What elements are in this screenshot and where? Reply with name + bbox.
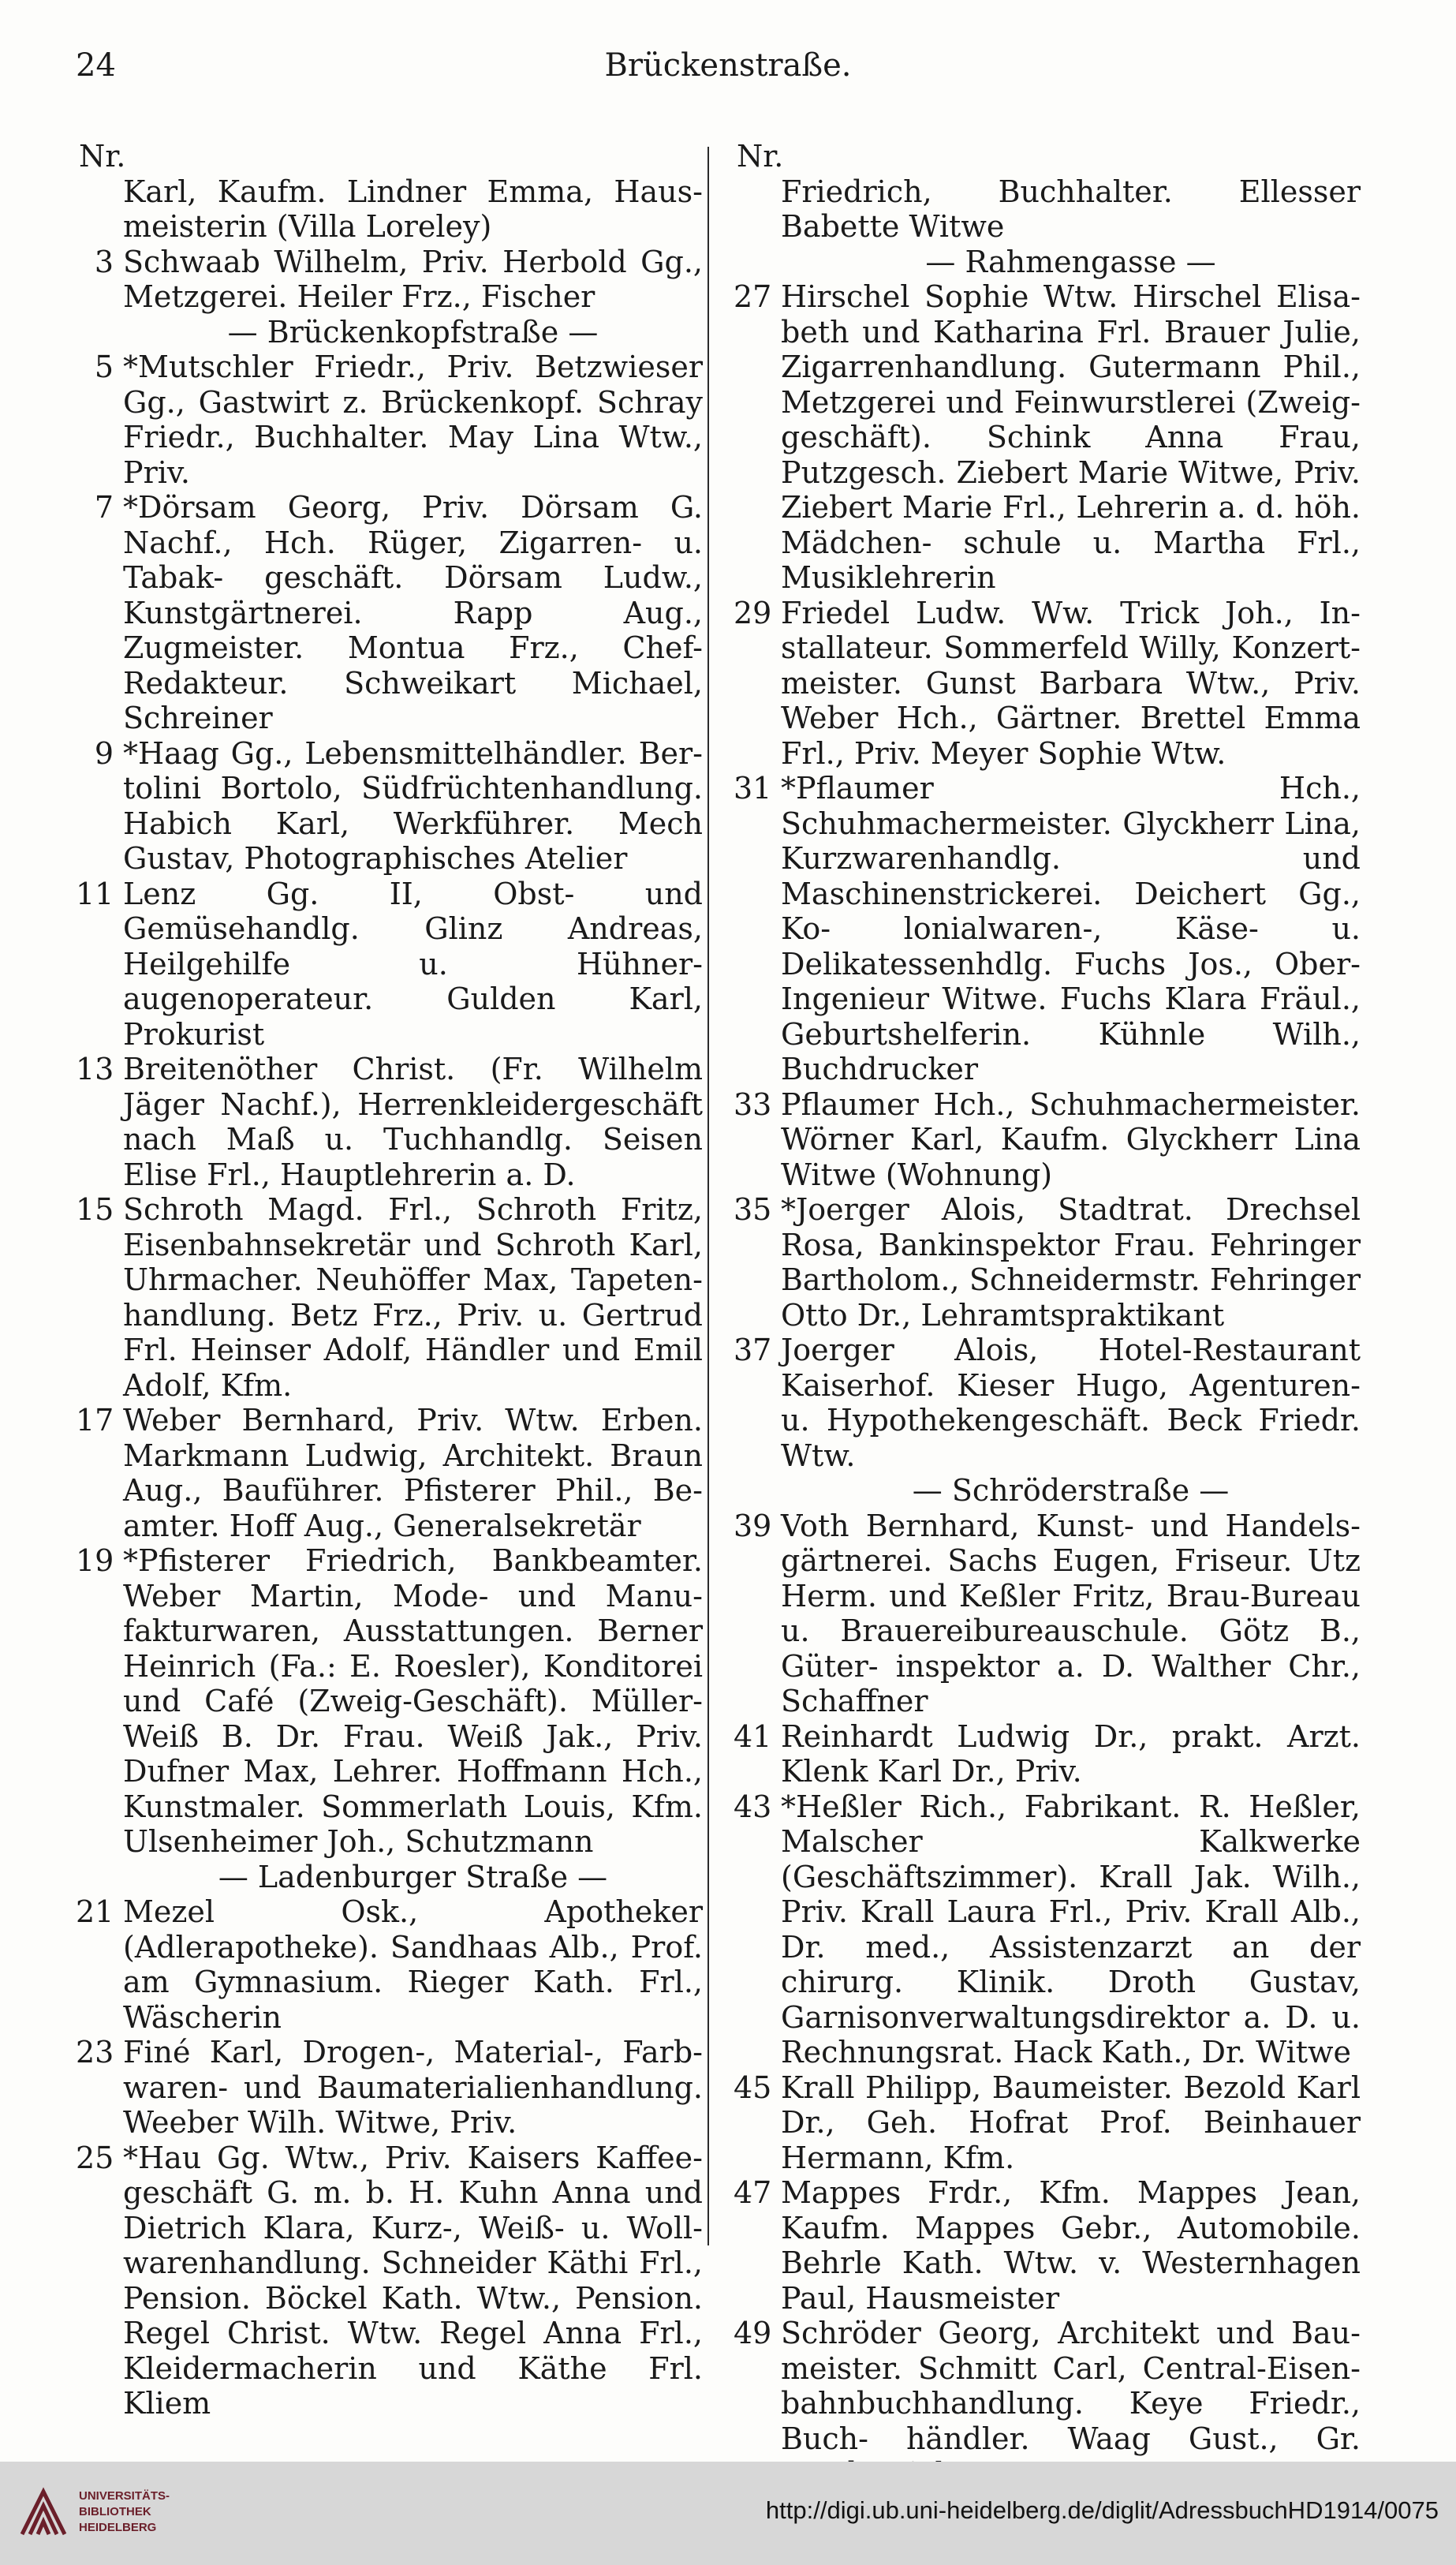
house-number: 25 [76, 2140, 114, 2175]
entry-text: *Heßler Rich., Fabrikant. R. Heßler, Malscher Kalkwerke (Geschäftszimmer). Krall Jak. Wilh., Priv. Krall Laura Frl., Priv. Krall Alb., Dr. med., Assistenzarzt an der chirurg. Klinik. Droth Gustav, Garnisonverwaltungsdirektor a. D. u. Rechnungsrat. Hack Kath., Dr. Witwe [781, 1789, 1361, 2070]
address-entry [734, 596, 1361, 772]
house-number: 19 [76, 1543, 114, 1578]
entry-text: Lenz Gg. II, Obst- und Gemüsehandlg. Glinz Andreas, Heilgehilfe u. Hühner- augenoperateur. Gulden Karl, Prokurist [123, 876, 703, 1052]
house-number: 9 [94, 735, 114, 771]
entry-text: Friedel Ludw. Ww. Trick Joh., In- stallateur. Sommerfeld Willy, Konzert- meister. Gunst Barbara Wtw., Priv. Weber Hch., Gärtner. Brettel Emma Frl., Priv. Meyer Sophie Wtw. [781, 595, 1361, 771]
page-title: Brückenstraße. [604, 47, 852, 84]
street-heading: — Rahmengasse — [925, 244, 1216, 279]
house-number: 47 [734, 2175, 772, 2210]
entry-text: Schwaab Wilhelm, Priv. Herbold Gg., Metzgerei. Heiler Frz., Fischer [123, 244, 703, 314]
house-number: 5 [94, 350, 114, 384]
entry-text: Breitenöther Christ. (Fr. Wilhelm Jäger Nachf.), Herrenkleidergeschäft nach Maß u. Tuchhandlg. Seisen Elise Frl., Hauptlehrerin a. D. [123, 1052, 703, 1192]
entry-text: Reinhardt Ludwig Dr., prakt. Arzt. Klenk Karl Dr., Priv. [781, 1718, 1361, 1789]
column-nr-label: Nr. [737, 139, 784, 174]
house-number: 37 [734, 1333, 772, 1367]
address-entry [76, 877, 703, 1053]
house-number: 33 [734, 1086, 772, 1122]
address-entry [734, 279, 1361, 596]
address-entry [734, 1789, 1361, 2070]
address-entry [76, 2035, 703, 2141]
street-heading: — Schröderstraße — [912, 1473, 1230, 1508]
address-entry [734, 1509, 1361, 1719]
house-number: 27 [734, 279, 772, 314]
address-entry [734, 2175, 1361, 2316]
page-header [76, 47, 1380, 95]
entry-text: Pflaumer Hch., Schuhmachermeister. Wörner Karl, Kaufm. Glyckherr Lina Witwe (Wohnung) [781, 1086, 1361, 1192]
house-number: 7 [94, 490, 114, 525]
address-entry [76, 736, 703, 877]
house-number: 31 [734, 771, 772, 806]
entry-text: *Pflaumer Hch., Schuhmachermeister. Glyckherr Lina, Kurzwarenhandlg. und Maschinenstrickerei. Deichert Gg., Ko- lonialwaren-, Käse- u. Delikatessenhdlg. Fuchs Jos., Ober-Ingenieur Witwe. Fuchs Klara Fräul., Geburtshelferin. Kühnle Wilh., Buchdrucker [781, 771, 1361, 1086]
address-entry [76, 174, 703, 245]
address-entry [734, 1333, 1361, 1473]
entry-text: *Joerger Alois, Stadtrat. Drechsel Rosa, Bankinspektor Frau. Fehringer Bartholom., Schneidermstr. Fehringer Otto Dr., Lehramtspraktikant [781, 1192, 1361, 1333]
entry-text: Hirschel Sophie Wtw. Hirschel Elisa- beth und Katharina Frl. Brauer Julie, Zigarrenhandlung. Gutermann Phil., Metzgerei und Feinwurstlerei (Zweig- geschäft). Schink Anna Frau, Putzgesch. Ziebert Marie Witwe, Priv. Ziebert Marie Frl., Lehrerin a. d. höh. Mädchen- schule u. Martha Frl., Musiklehrerin [781, 279, 1361, 595]
entry-text: *Haag Gg., Lebensmittelhändler. Ber- tolini Bortolo, Südfrüchtenhandlung. Habich Karl, Werkführer. Mech Gustav, Photographisches Atelier [123, 735, 703, 876]
address-entry [734, 2070, 1361, 2176]
entry-text: Mezel Osk., Apotheker (Adlerapotheke). Sandhaas Alb., Prof. am Gymnasium. Rieger Kath. Frl., Wäscherin [123, 1894, 703, 2035]
left-column [76, 139, 703, 2421]
house-number: 35 [734, 1192, 772, 1227]
address-entry [76, 1052, 703, 1192]
address-entry [734, 1192, 1361, 1333]
entry-text: Finé Karl, Drogen-, Material-, Farb- waren- und Baumaterialienhandlung. Weeber Wilh. Witwe, Priv. [123, 2035, 703, 2140]
address-entry [76, 490, 703, 736]
entry-text: *Mutschler Friedr., Priv. Betzwieser Gg., Gastwirt z. Brückenkopf. Schray Friedr., Buchhalter. May Lina Wtw., Priv. [123, 350, 703, 490]
house-number: 49 [734, 2316, 772, 2350]
house-number: 39 [734, 1508, 772, 1543]
entry-text: Joerger Alois, Hotel-Restaurant Kaiserhof. Kieser Hugo, Agenturen- u. Hypothekengeschäft. Beck Friedr. Wtw. [781, 1333, 1361, 1473]
entry-text: *Dörsam Georg, Priv. Dörsam G. Nachf., Hch. Rüger, Zigarren- u. Tabak- geschäft. Dörsam Ludw., Kunstgärtnerei. Rapp Aug., Zugmeister. Montua Frz., Chef-Redakteur. Schweikart Michael, Schreiner [123, 490, 703, 735]
address-entry [76, 1403, 703, 1543]
entry-text: Mappes Frdr., Kfm. Mappes Jean, Kaufm. Mappes Gebr., Automobile. Behrle Kath. Wtw. v. Westernhagen Paul, Hausmeister [781, 2175, 1361, 2316]
address-entry [734, 1719, 1361, 1789]
right-column [734, 139, 1361, 2492]
street-heading: — Ladenburger Straße — [218, 1859, 608, 1894]
address-entry [76, 2141, 703, 2421]
house-number: 43 [734, 1789, 772, 1824]
entry-text: Voth Bernhard, Kunst- und Handels- gärtnerei. Sachs Eugen, Friseur. Utz Herm. und Keßler Fritz, Brau-Bureau u. Brauereibureauschule. Götz B., Güter- inspektor a. D. Walther Chr., Schaffner [781, 1508, 1361, 1718]
entry-text: Schröder Georg, Architekt und Bau- meister. Schmitt Carl, Central-Eisen- bahnbuchhandlung. Keye Friedr., Buch- händler. Waag Gust., Gr. [781, 2316, 1361, 2456]
address-entry [734, 1087, 1361, 1193]
address-entry [76, 245, 703, 315]
house-number: 11 [76, 876, 114, 911]
entry-text: Friedrich, Buchhalter. Ellesser Babette Witwe [781, 174, 1361, 244]
entry-text: *Pfisterer Friedrich, Bankbeamter. Weber Martin, Mode- und Manu- fakturwaren, Ausstattungen. Berner Heinrich (Fa.: E. Roesler), Konditorei und Café (Zweig-Geschäft). Müller- Weiß B. Dr. Frau. Weiß Jak., Priv. Dufner Max, Lehrer. Hoffmann Hch., Kunstmaler. Sommerlath Louis, Kfm. Ulsenheimer Joh., Schutzmann [123, 1543, 703, 1859]
house-number: 45 [734, 2070, 772, 2105]
entry-text: Schroth Magd. Frl., Schroth Fritz, Eisenbahnsekretär und Schroth Karl, Uhrmacher. Neuhöffer Max, Tapeten- handlung. Betz Frz., Priv. u. Gertrud Frl. Heinser Adolf, Händler und Emil Adolf, Kfm. [123, 1192, 703, 1403]
entry-text: Karl, Kaufm. Lindner Emma, Haus- meisterin (Villa Loreley) [123, 174, 703, 244]
library-line-2: BIBLIOTHEK [79, 2505, 151, 2518]
entry-text: Weber Bernhard, Priv. Wtw. Erben. Markmann Ludwig, Architekt. Braun Aug., Bauführer. Pfisterer Phil., Be- amter. Hoff Aug., Generalsekretär [123, 1403, 703, 1543]
street-heading: — Brückenkopfstraße — [227, 314, 599, 350]
column-divider [707, 147, 709, 2245]
library-line-1: UNIVERSITÄTS- [79, 2489, 170, 2503]
address-entry [734, 771, 1361, 1087]
library-name [79, 2488, 170, 2536]
page-number: 24 [76, 47, 116, 84]
house-number: 21 [76, 1894, 114, 1929]
house-number: 41 [734, 1718, 772, 1754]
address-entry [76, 1192, 703, 1403]
university-seal-icon [16, 2485, 71, 2541]
address-entry [734, 174, 1361, 245]
library-line-3: HEIDELBERG [79, 2521, 157, 2534]
house-number: 29 [734, 595, 772, 630]
address-entry [76, 1894, 703, 2035]
permalink-url[interactable]: http://digi.ub.uni-heidelberg.de/diglit/AdressbuchHD1914/0075 [765, 2496, 1439, 2524]
house-number: 17 [76, 1403, 114, 1438]
column-nr-label: Nr. [79, 139, 126, 174]
viewer-footer [0, 2462, 1456, 2565]
address-entry [76, 1543, 703, 1860]
house-number: 13 [76, 1052, 114, 1086]
house-number: 15 [76, 1192, 114, 1227]
entry-text: Krall Philipp, Baumeister. Bezold Karl Dr., Geh. Hofrat Prof. Beinhauer Hermann, Kfm. [781, 2070, 1361, 2175]
entry-text: *Hau Gg. Wtw., Priv. Kaisers Kaffee- geschäft G. m. b. H. Kuhn Anna und Dietrich Klara, Kurz-, Weiß- u. Woll- warenhandlung. Schneider Käthi Frl., Pension. Böckel Kath. Wtw., Pension. Regel Christ. Wtw. Regel Anna Frl., Kleidermacherin und Käthe Frl. Kliem [123, 2140, 703, 2421]
house-number: 3 [94, 244, 114, 279]
address-entry [76, 350, 703, 490]
house-number: 23 [76, 2035, 114, 2070]
